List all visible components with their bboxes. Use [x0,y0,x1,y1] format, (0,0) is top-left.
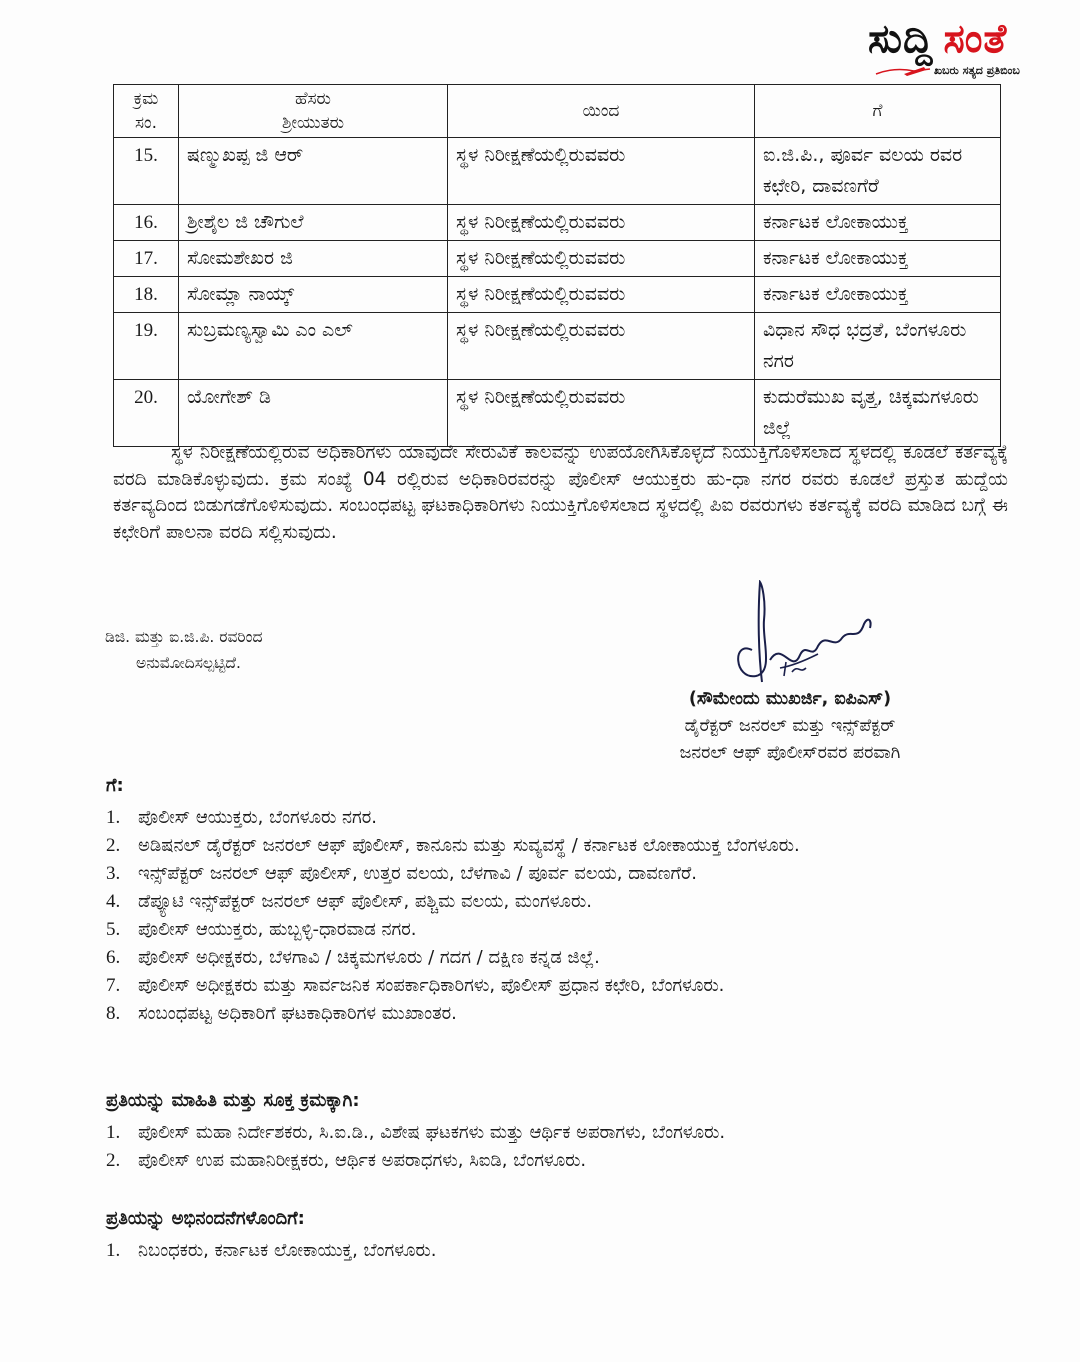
row-from: ಸ್ಥಳ ನಿರೀಕ್ಷಣೆಯಲ್ಲಿರುವವರು [448,205,755,241]
copy-thanks-section [106,1205,1006,1265]
copy-info-title: ಪ್ರತಿಯನ್ನು ಮಾಹಿತಿ ಮತ್ತು ಸೂಕ್ತ ಕ್ರಮಕ್ಕಾಗಿ: [106,1090,360,1111]
row-to: ಕುದುರೆಮುಖ ವೃತ್ತ, ಚಿಕ್ಕಮಗಳೂರು ಜಿಲ್ಲೆ [755,380,1001,447]
item-number: 7. [106,975,121,996]
header-to: ಗೆ [755,85,1001,138]
logo-word-1: ಸುದ್ದಿ [868,16,934,62]
row-from: ಸ್ಥಳ ನಿರೀಕ್ಷಣೆಯಲ್ಲಿರುವವರು [448,138,755,205]
item-text: ಪೊಲೀಸ್ ಆಯುಕ್ತರು, ಬೆಂಗಳೂರು ನಗರ. [138,807,378,828]
item-text: ಇನ್ಸ್‌ಪೆಕ್ಟರ್ ಜನರಲ್ ಆಫ್ ಪೊಲೀಸ್, ಉತ್ತರ ವಲಯ, ಬೆಳಗಾವಿ / ಪೂರ್ವ ವಲಯ, ದಾವಣಗೆರೆ. [138,863,697,884]
list-item [106,832,1011,860]
list-item [106,1119,1006,1147]
table-header-row [114,85,1001,138]
handwritten-signature [722,580,882,700]
row-number: 18. [114,277,179,313]
list-item [106,804,1011,832]
list-item [106,888,1011,916]
table-row [114,138,1001,205]
item-number: 3. [106,863,121,884]
row-to: ಐ.ಜಿ.ಪಿ., ಪೂರ್ವ ವಲಯ ರವರ ಕಛೇರಿ, ದಾವಣಗೆರೆ [755,138,1001,205]
copy-thanks-title: ಪ್ರತಿಯನ್ನು ಅಭಿನಂದನೆಗಳೊಂದಿಗೆ: [106,1208,305,1229]
item-text: ಅಡಿಷನಲ್ ಡೈರೆಕ್ಟರ್ ಜನರಲ್ ಆಫ್ ಪೊಲೀಸ್, ಕಾನೂನು ಮತ್ತು ಸುವ್ಯವಸ್ಥೆ / ಕರ್ನಾಟಕ ಲೋಕಾಯುಕ್ತ ಬೆಂಗಳೂರು. [138,835,800,856]
row-to: ಕರ್ನಾಟಕ ಲೋಕಾಯುಕ್ತ [755,277,1001,313]
approval-line-2: ಅನುಮೋದಿಸಲ್ಪಟ್ಟಿದೆ. [136,654,241,672]
logo-word-2: ಸಂತೆ [943,16,1008,62]
logo-tagline: ಖಬರು ಸತ್ಯದ ಪ್ರತಿಬಿಂಬ [934,64,1020,77]
paragraph-text: ಸ್ಥಳ ನಿರೀಕ್ಷಣೆಯಲ್ಲಿರುವ ಅಧಿಕಾರಿಗಳು ಯಾವುದೇ ಸೇರುವಿಕೆ ಕಾಲವನ್ನು ಉಪಯೋಗಿಸಿಕೊಳ್ಳದೆ ನಿಯುಕ್ತಿಗೊಳಿಸಲಾದ ಸ್ಥಳದಲ್ಲಿ ಕೂಡಲೆ ಕರ್ತವ್ಯಕ್ಕೆ ವರದಿ ಮಾಡಿಕೊಳ್ಳುವುದು. ಕ್ರಮ ಸಂಖ್ಯೆ 04 ರಲ್ಲಿರುವ ಅಧಿಕಾರಿರವರನ್ನು ಪೊಲೀಸ್ ಆಯುಕ್ತರು ಹು-ಧಾ ನಗರ ರವರು ಕೂಡಲೆ ಪ್ರಸ್ತುತ ಹುದ್ದೆಯ ಕರ್ತವ್ಯದಿಂದ ಬಿಡುಗಡೆಗೊಳಿಸುವುದು. ಸಂಬಂಧಪಟ್ಟ ಘಟಕಾಧಿಕಾರಿಗಳು ನಿಯುಕ್ತಿಗೊಳಿಸಲಾದ ಸ್ಥಳದಲ್ಲಿ ಪಿಐ ರವರುಗಳು ಕರ್ತವ್ಯಕ್ಕೆ ವರದಿ ಮಾಡಿದ ಬಗ್ಗೆ ಈ ಕಛೇರಿಗೆ ಪಾಲನಾ ವರದಿ ಸಲ್ಲಿಸುವುದು. [113,442,1008,543]
instruction-paragraph [113,440,1008,546]
item-number: 1. [106,807,121,828]
item-text: ಸಂಬಂಧಪಟ್ಟ ಅಧಿಕಾರಿಗೆ ಘಟಕಾಧಿಕಾರಿಗಳ ಮುಖಾಂತರ. [138,1003,457,1024]
signatory-block [590,686,990,767]
row-number: 16. [114,205,179,241]
item-number: 5. [106,919,121,940]
header-sl-no [114,85,179,138]
row-number: 20. [114,380,179,447]
signatory-name: (ಸೌಮೇಂದು ಮುಖರ್ಜಿ, ಐಪಿಎಸ್) [688,689,892,709]
table-row [114,380,1001,447]
table-row [114,205,1001,241]
row-name: ಸೋಮ್ಲಾ ನಾಯ್ಕ್ [179,277,448,313]
row-to: ಕರ್ನಾಟಕ ಲೋಕಾಯುಕ್ತ [755,241,1001,277]
item-text: ಪೊಲೀಸ್ ಅಧೀಕ್ಷಕರು, ಬೆಳಗಾವಿ / ಚಿಕ್ಕಮಗಳೂರು / ಗದಗ / ದಕ್ಷಿಣ ಕನ್ನಡ ಜಿಲ್ಲೆ. [138,947,600,968]
item-number: 1. [106,1122,121,1143]
header-name-line1: ಹೆಸರು [295,89,331,109]
row-from: ಸ್ಥಳ ನಿರೀಕ್ಷಣೆಯಲ್ಲಿರುವವರು [448,241,755,277]
row-to: ಕರ್ನಾಟಕ ಲೋಕಾಯುಕ್ತ [755,205,1001,241]
row-name: ಸೋಮಶೇಖರ ಜಿ [179,241,448,277]
item-number: 6. [106,947,121,968]
recipients-title: ಗೆ: [106,775,124,796]
list-item [106,1000,1011,1028]
logo-wordmark [868,16,1007,62]
row-name: ಯೋಗೇಶ್ ಡಿ [179,380,448,447]
copy-info-section [106,1087,1006,1175]
header-sl-line1: ಕ್ರಮ [133,89,159,109]
table-row [114,241,1001,277]
list-item [106,944,1011,972]
header-sl-line2: ಸಂ. [135,113,157,133]
row-name: ಶ್ರೀಶೈಲ ಜಿ ಚೌಗುಲೆ [179,205,448,241]
table-row [114,277,1001,313]
pen-icon [874,64,932,78]
item-text: ಡೆಪ್ಯೂಟಿ ಇನ್ಸ್‌ಪೆಕ್ಟರ್ ಜನರಲ್ ಆಫ್ ಪೊಲೀಸ್, ಪಶ್ಚಿಮ ವಲಯ, ಮಂಗಳೂರು. [138,891,592,912]
list-item [106,1147,1006,1175]
item-text: ಪೊಲೀಸ್ ಆಯುಕ್ತರು, ಹುಬ್ಬಳ್ಳಿ-ಧಾರವಾಡ ನಗರ. [138,919,417,940]
transfer-table [113,84,1001,447]
list-item [106,972,1011,1000]
list-item [106,1237,1006,1265]
row-name: ಸುಬ್ರಮಣ್ಯಸ್ವಾಮಿ ಎಂ ಎಲ್ [179,313,448,380]
row-number: 17. [114,241,179,277]
header-name-line2: ಶ್ರೀಯುತರು [282,113,344,133]
row-name: ಷಣ್ಮುಖಪ್ಪ ಜಿ ಆರ್ [179,138,448,205]
recipients-section [106,772,1011,1028]
approval-note [105,624,262,676]
item-number: 4. [106,891,121,912]
item-number: 2. [106,835,121,856]
item-number: 8. [106,1003,121,1024]
row-number: 19. [114,313,179,380]
item-number: 1. [106,1240,121,1261]
signatory-designation-line-2: ಜನರಲ್ ಆಫ್ ಪೊಲೀಸ್‌ರವರ ಪರವಾಗಿ [679,743,901,763]
row-from: ಸ್ಥಳ ನಿರೀಕ್ಷಣೆಯಲ್ಲಿರುವವರು [448,313,755,380]
site-logo [868,16,1068,78]
item-text: ಪೊಲೀಸ್ ಉಪ ಮಹಾನಿರೀಕ್ಷಕರು, ಆರ್ಥಿಕ ಅಪರಾಧಗಳು, ಸಿಐಡಿ, ಬೆಂಗಳೂರು. [138,1150,587,1171]
row-to: ವಿಧಾನ ಸೌಧ ಭದ್ರತೆ, ಬೆಂಗಳೂರು ನಗರ [755,313,1001,380]
item-text: ನಿಬಂಧಕರು, ಕರ್ನಾಟಕ ಲೋಕಾಯುಕ್ತ, ಬೆಂಗಳೂರು. [138,1240,437,1261]
list-item [106,916,1011,944]
item-text: ಪೊಲೀಸ್ ಮಹಾ ನಿರ್ದೇಶಕರು, ಸಿ.ಐ.ಡಿ., ವಿಶೇಷ ಘಟಕಗಳು ಮತ್ತು ಆರ್ಥಿಕ ಅಪರಾಗಳು, ಬೆಂಗಳೂರು. [138,1122,726,1143]
item-text: ಪೊಲೀಸ್ ಅಧೀಕ್ಷಕರು ಮತ್ತು ಸಾರ್ವಜನಿಕ ಸಂಪರ್ಕಾಧಿಕಾರಿಗಳು, ಪೊಲೀಸ್ ಪ್ರಧಾನ ಕಛೇರಿ, ಬೆಂಗಳೂರು. [138,975,725,996]
list-item [106,860,1011,888]
signatory-designation-line-1: ಡೈರೆಕ್ಟರ್ ಜನರಲ್ ಮತ್ತು ಇನ್ಸ್‌ಪೆಕ್ಟರ್ [684,716,896,736]
item-number: 2. [106,1150,121,1171]
row-from: ಸ್ಥಳ ನಿರೀಕ್ಷಣೆಯಲ್ಲಿರುವವರು [448,380,755,447]
table-row [114,313,1001,380]
approval-line-1: ಡಿಜಿ. ಮತ್ತು ಐ.ಜಿ.ಪಿ. ರವರಿಂದ [105,628,263,646]
header-from: ಯಿಂದ [448,85,755,138]
header-name [179,85,448,138]
row-from: ಸ್ಥಳ ನಿರೀಕ್ಷಣೆಯಲ್ಲಿರುವವರು [448,277,755,313]
row-number: 15. [114,138,179,205]
